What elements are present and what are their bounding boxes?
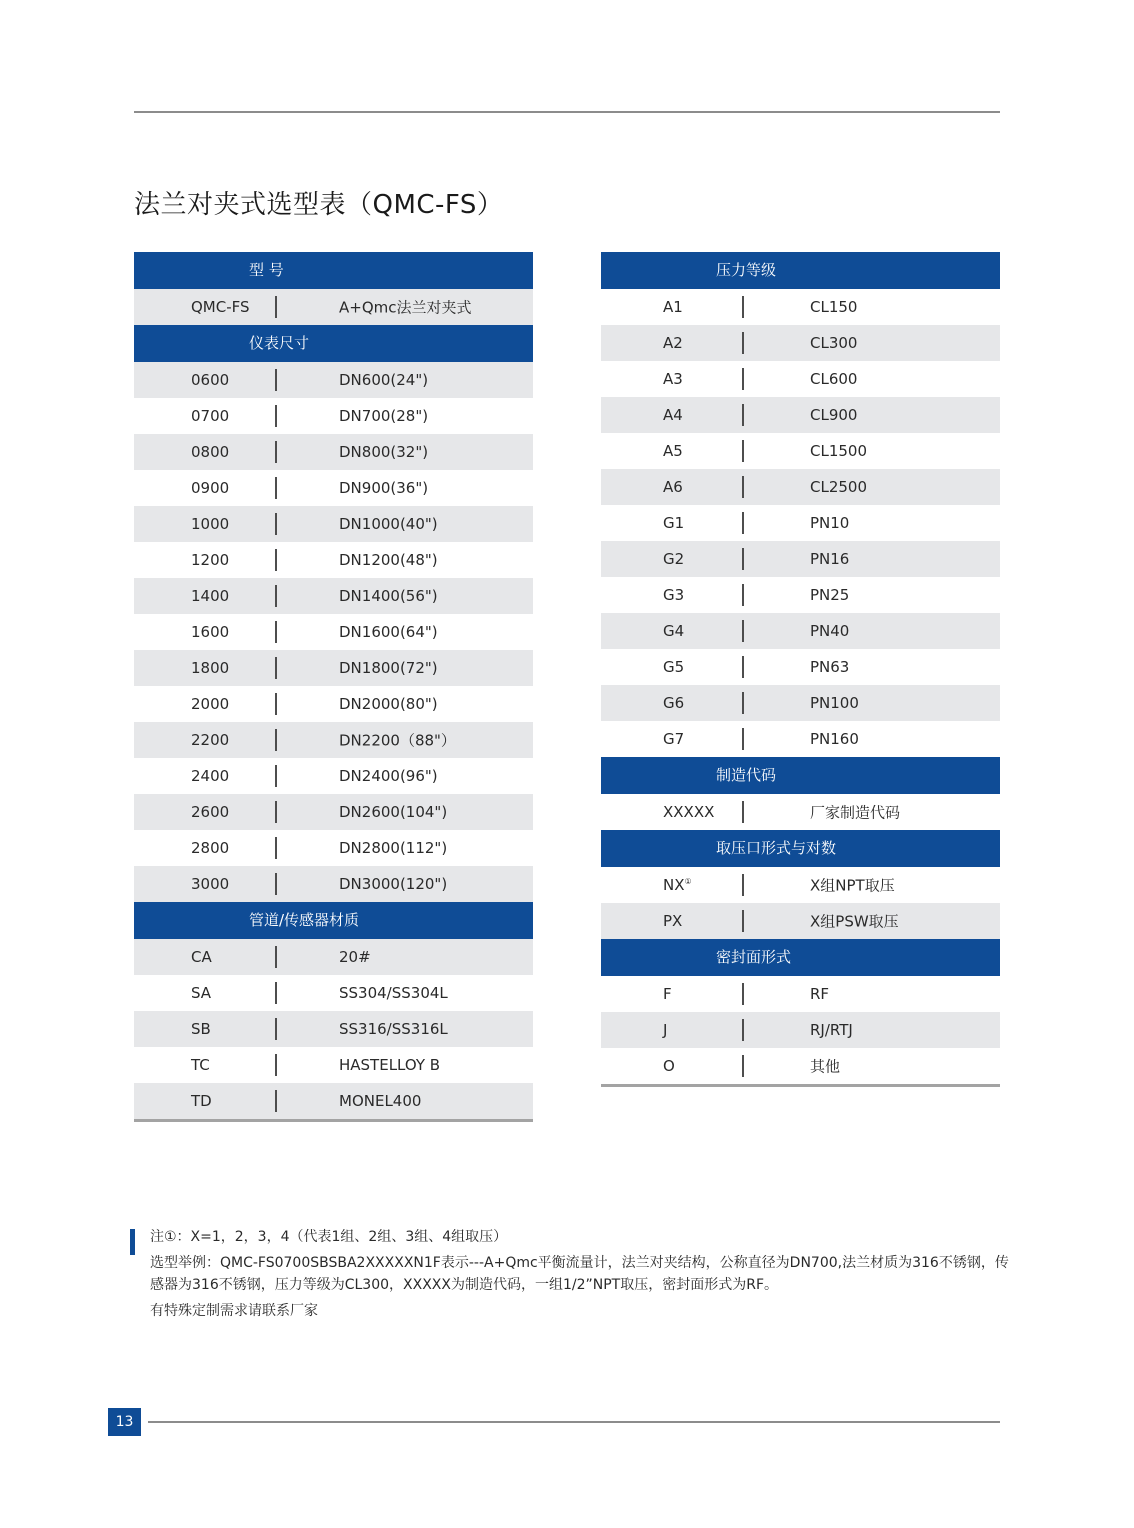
column-separator xyxy=(742,296,744,318)
table-row xyxy=(134,398,533,434)
table-row xyxy=(134,1011,533,1047)
option-description: DN2800(112") xyxy=(339,839,448,857)
table-row xyxy=(134,289,533,325)
table-row xyxy=(134,470,533,506)
option-code: G4 xyxy=(663,622,685,640)
option-code: 1000 xyxy=(191,515,230,533)
option-description: DN2200（88"） xyxy=(339,731,456,750)
column-separator xyxy=(742,476,744,498)
option-code: G7 xyxy=(663,730,685,748)
option-description: DN2400(96") xyxy=(339,767,438,785)
column-separator xyxy=(275,837,277,859)
table-row xyxy=(601,685,1000,721)
table-row xyxy=(134,1083,533,1119)
table-row xyxy=(134,794,533,830)
column-separator xyxy=(275,729,277,751)
option-code: A3 xyxy=(663,370,683,388)
column-separator xyxy=(275,1054,277,1076)
table-row xyxy=(134,1047,533,1083)
option-code: SB xyxy=(191,1020,211,1038)
option-description: PN63 xyxy=(810,658,850,676)
table-row xyxy=(601,469,1000,505)
table-row xyxy=(134,830,533,866)
option-code: G2 xyxy=(663,550,685,568)
option-code: 2600 xyxy=(191,803,230,821)
option-code: A4 xyxy=(663,406,683,424)
column-separator xyxy=(742,1019,744,1041)
option-code: 2000 xyxy=(191,695,230,713)
column-separator xyxy=(275,693,277,715)
page-title: 法兰对夹式选型表（QMC-FS） xyxy=(134,190,504,220)
table-row xyxy=(601,397,1000,433)
column-separator xyxy=(742,728,744,750)
table-row xyxy=(134,650,533,686)
option-code: PX xyxy=(663,912,683,930)
column-separator xyxy=(742,656,744,678)
section-header: 密封面形式 xyxy=(601,939,1000,976)
table-row xyxy=(601,361,1000,397)
note-contact: 有特殊定制需求请联系厂家 xyxy=(150,1303,318,1319)
footer-rule xyxy=(148,1421,1000,1423)
column-separator xyxy=(742,584,744,606)
column-separator xyxy=(275,621,277,643)
option-code: TD xyxy=(191,1092,212,1110)
column-separator xyxy=(275,405,277,427)
table-row xyxy=(601,1012,1000,1048)
option-code: G6 xyxy=(663,694,685,712)
table-row xyxy=(601,1048,1000,1084)
option-description: PN16 xyxy=(810,550,850,568)
option-code: A5 xyxy=(663,442,683,460)
column-separator xyxy=(275,873,277,895)
option-description: CL2500 xyxy=(810,478,868,496)
column-separator xyxy=(742,692,744,714)
option-code: G1 xyxy=(663,514,685,532)
option-code: A2 xyxy=(663,334,683,352)
table-row xyxy=(601,613,1000,649)
option-code: J xyxy=(663,1021,668,1039)
column-separator xyxy=(275,441,277,463)
option-code: SA xyxy=(191,984,212,1002)
option-code: 0800 xyxy=(191,443,230,461)
table-row xyxy=(134,578,533,614)
table-row xyxy=(134,614,533,650)
table-bottom-rule xyxy=(601,1084,1000,1087)
option-description: PN40 xyxy=(810,622,850,640)
table-bottom-rule xyxy=(134,1119,533,1122)
column-separator xyxy=(742,801,744,823)
table-row xyxy=(601,289,1000,325)
footnote-mark: ① xyxy=(684,877,692,886)
option-description: CL300 xyxy=(810,334,858,352)
option-description: DN1600(64") xyxy=(339,623,438,641)
option-code: XXXXX xyxy=(663,803,715,821)
option-description: CL600 xyxy=(810,370,858,388)
option-code: G3 xyxy=(663,586,685,604)
option-description: 厂家制造代码 xyxy=(810,803,901,822)
option-code: 0900 xyxy=(191,479,230,497)
column-separator xyxy=(742,910,744,932)
table-row xyxy=(601,867,1000,903)
option-description: DN800(32") xyxy=(339,443,429,461)
column-separator xyxy=(742,874,744,896)
note-example: 选型举例：QMC-FS0700SBSBA2XXXXXN1F表示---A+Qmc平衡流量计，法兰对夹结构，公称直径为DN700,法兰材质为316不锈钢，传感器为316不锈钢，压力等级为CL300，XXXXX为制造代码，一组1/2”NPT取压，密封面形式为RF。 xyxy=(150,1255,1009,1293)
table-row xyxy=(134,362,533,398)
option-description: PN10 xyxy=(810,514,850,532)
table-row xyxy=(601,649,1000,685)
section-header: 取压口形式与对数 xyxy=(601,830,1000,867)
option-description: CL150 xyxy=(810,298,858,316)
table-row xyxy=(134,506,533,542)
option-code: 0600 xyxy=(191,371,230,389)
column-separator xyxy=(275,946,277,968)
option-code: F xyxy=(663,985,672,1003)
option-description: PN100 xyxy=(810,694,859,712)
note-footnote: 注①：X=1，2，3，4（代表1组、2组、3组、4组取压） xyxy=(150,1229,508,1245)
option-code: 2800 xyxy=(191,839,230,857)
table-row xyxy=(601,794,1000,830)
column-separator xyxy=(742,512,744,534)
option-description: DN1200(48") xyxy=(339,551,438,569)
section-header: 制造代码 xyxy=(601,757,1000,794)
column-separator xyxy=(742,332,744,354)
section-header: 型 号 xyxy=(134,252,533,289)
column-separator xyxy=(742,440,744,462)
option-code: 2400 xyxy=(191,767,230,785)
option-description: HASTELLOY B xyxy=(339,1056,441,1074)
option-description: DN600(24") xyxy=(339,371,429,389)
option-description: PN160 xyxy=(810,730,859,748)
option-code: 2200 xyxy=(191,731,230,749)
table-row xyxy=(601,903,1000,939)
option-description: SS304/SS304L xyxy=(339,984,448,1002)
option-description: DN1400(56") xyxy=(339,587,438,605)
page-number: 13 xyxy=(108,1408,141,1436)
table-row xyxy=(601,433,1000,469)
option-code: 1600 xyxy=(191,623,230,641)
pressure-seal-table xyxy=(601,252,1000,1087)
table-row xyxy=(601,577,1000,613)
option-description: DN1800(72") xyxy=(339,659,438,677)
top-rule xyxy=(134,111,1000,113)
table-row xyxy=(601,721,1000,757)
column-separator xyxy=(275,513,277,535)
column-separator xyxy=(742,620,744,642)
option-description: X组NPT取压 xyxy=(810,876,895,895)
table-row xyxy=(134,542,533,578)
column-separator xyxy=(275,801,277,823)
option-description: DN1000(40") xyxy=(339,515,438,533)
option-description: RJ/RTJ xyxy=(810,1021,853,1039)
column-separator xyxy=(275,982,277,1004)
option-description: MONEL400 xyxy=(339,1092,422,1110)
column-separator xyxy=(742,404,744,426)
option-code: 1200 xyxy=(191,551,230,569)
option-description: RF xyxy=(810,985,830,1003)
table-row xyxy=(134,866,533,902)
column-separator xyxy=(742,368,744,390)
column-separator xyxy=(275,369,277,391)
notes-accent-bar xyxy=(130,1229,135,1255)
option-code: TC xyxy=(191,1056,210,1074)
table-row xyxy=(134,758,533,794)
column-separator xyxy=(275,765,277,787)
option-description: 20# xyxy=(339,948,371,966)
option-description: X组PSW取压 xyxy=(810,912,899,931)
option-description: A+Qmc法兰对夹式 xyxy=(339,298,472,317)
option-description: CL900 xyxy=(810,406,858,424)
option-description: DN900(36") xyxy=(339,479,429,497)
section-header: 管道/传感器材质 xyxy=(134,902,533,939)
option-description: SS316/SS316L xyxy=(339,1020,448,1038)
option-code: O xyxy=(663,1057,675,1075)
column-separator xyxy=(742,983,744,1005)
table-row xyxy=(601,325,1000,361)
option-code: 0700 xyxy=(191,407,230,425)
column-separator xyxy=(275,1090,277,1112)
column-separator xyxy=(275,657,277,679)
table-row xyxy=(601,541,1000,577)
table-row xyxy=(134,722,533,758)
column-separator xyxy=(742,1055,744,1077)
column-separator xyxy=(275,477,277,499)
table-row xyxy=(134,975,533,1011)
notes-block xyxy=(150,1226,1010,1326)
option-description: CL1500 xyxy=(810,442,868,460)
section-header: 压力等级 xyxy=(601,252,1000,289)
table-row xyxy=(601,505,1000,541)
section-header: 仪表尺寸 xyxy=(134,325,533,362)
option-description: DN2600(104") xyxy=(339,803,448,821)
column-separator xyxy=(275,549,277,571)
table-row xyxy=(134,939,533,975)
option-code: 1400 xyxy=(191,587,230,605)
column-separator xyxy=(742,548,744,570)
size-material-table xyxy=(134,252,533,1122)
option-description: PN25 xyxy=(810,586,850,604)
option-code: G5 xyxy=(663,658,685,676)
option-code: QMC-FS xyxy=(191,298,250,316)
option-code: NX① xyxy=(663,876,692,894)
option-description: DN700(28") xyxy=(339,407,429,425)
column-separator xyxy=(275,585,277,607)
column-separator xyxy=(275,1018,277,1040)
option-description: DN3000(120") xyxy=(339,875,448,893)
option-code: 3000 xyxy=(191,875,230,893)
option-code: CA xyxy=(191,948,212,966)
column-separator xyxy=(275,296,277,318)
option-code: A1 xyxy=(663,298,683,316)
table-row xyxy=(601,976,1000,1012)
option-code: 1800 xyxy=(191,659,230,677)
table-row xyxy=(134,434,533,470)
option-description: DN2000(80") xyxy=(339,695,438,713)
option-description: 其他 xyxy=(810,1057,841,1076)
option-code: A6 xyxy=(663,478,683,496)
table-row xyxy=(134,686,533,722)
